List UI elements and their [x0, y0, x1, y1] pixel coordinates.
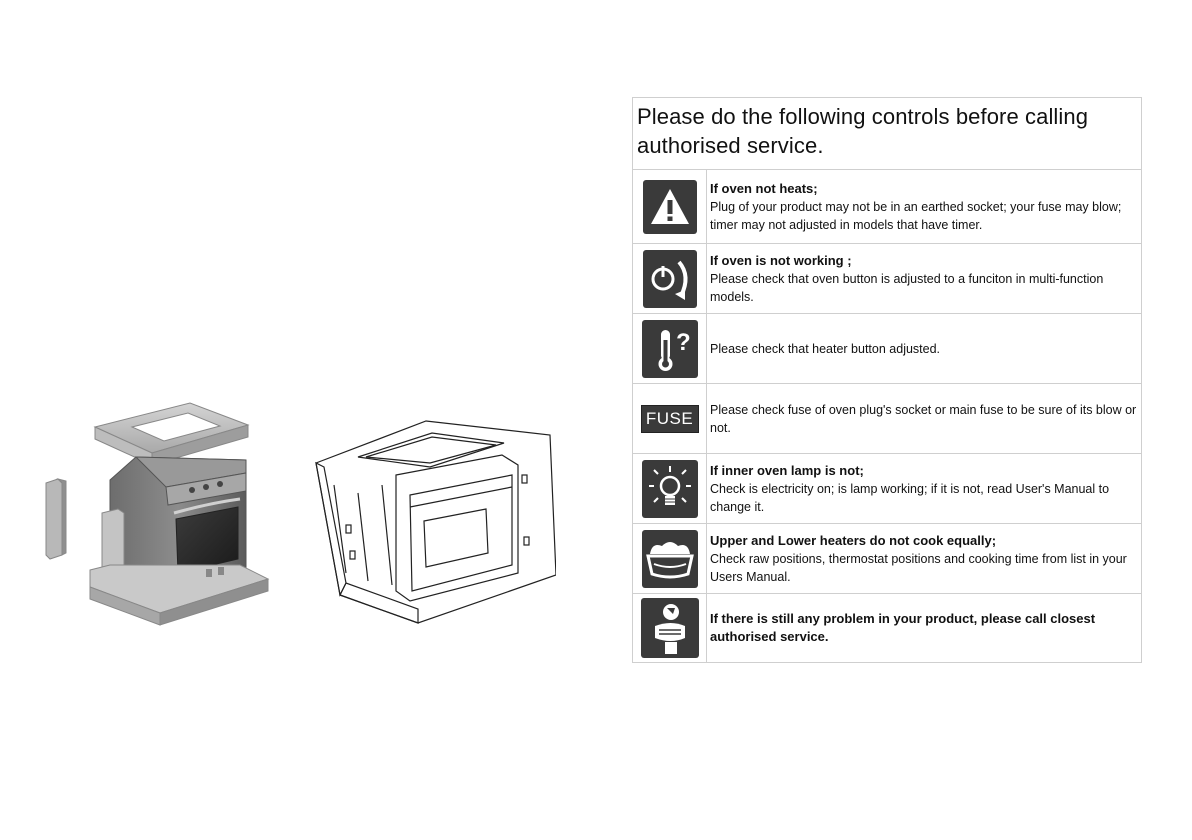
trouble-row-not-heating: [633, 170, 1141, 244]
trouble-body: Check raw positions, thermostat positions and cooking time from list in your Users Manual.: [710, 551, 1127, 584]
trouble-row-not-working: [633, 244, 1141, 314]
text-cell: [707, 314, 1141, 383]
trouble-body: Plug of your product may not be in an earthed socket; your fuse may blow; timer may not adjusted in models that have timer.: [710, 199, 1122, 232]
trouble-body: Please check that heater button adjusted.: [710, 341, 941, 356]
thermometer-question-icon: [642, 320, 698, 378]
icon-cell: [633, 524, 707, 593]
baking-dish-icon: [642, 530, 698, 588]
oven-cabinet-outline-illustration: [306, 405, 556, 630]
fuse-icon-label: FUSE: [645, 408, 694, 428]
text-cell: [707, 524, 1141, 593]
trouble-title: If inner oven lamp is not;: [710, 462, 864, 478]
fuse-icon: [641, 405, 699, 433]
trouble-title: If there is still any problem in your product, please call closest authorised service.: [710, 611, 1096, 644]
text-cell: [707, 594, 1141, 662]
icon-cell: [633, 454, 707, 523]
trouble-title: Upper and Lower heaters do not cook equally;: [710, 532, 997, 548]
oven-knob-rotate-icon: [643, 250, 697, 308]
icon-cell: [633, 384, 707, 453]
oven-exploded-installation-illustration: [40, 395, 302, 640]
guide-title: Please do the following controls before calling authorised service.: [637, 104, 1089, 158]
trouble-title: If oven not heats;: [710, 180, 818, 196]
text-cell: [707, 170, 1141, 243]
trouble-row-heater-button: [633, 314, 1141, 384]
text-cell: [707, 454, 1141, 523]
icon-cell: [633, 170, 707, 243]
trouble-body: Please check that oven button is adjusted to a funciton in multi-function models.: [710, 271, 1104, 304]
service-technician-icon: [641, 598, 699, 658]
trouble-body: Check is electricity on; is lamp working; if it is not, read User's Manual to change it.: [710, 481, 1110, 514]
guide-header: [633, 98, 1141, 170]
icon-cell: [633, 314, 707, 383]
lamp-icon: [642, 460, 698, 518]
trouble-row-lamp: [633, 454, 1141, 524]
warning-triangle-icon: [643, 180, 697, 234]
trouble-title: If oven is not working ;: [710, 252, 852, 268]
troubleshooting-guide: [632, 97, 1142, 663]
icon-cell: [633, 594, 707, 662]
trouble-row-call-service: [633, 594, 1141, 662]
trouble-body: Please check fuse of oven plug's socket or main fuse to be sure of its blow or not.: [710, 402, 1137, 435]
text-cell: [707, 244, 1141, 313]
text-cell: [707, 384, 1141, 453]
icon-cell: [633, 244, 707, 313]
svg-text:?: ?: [675, 328, 691, 356]
trouble-row-uneven-cooking: [633, 524, 1141, 594]
trouble-row-fuse: [633, 384, 1141, 454]
